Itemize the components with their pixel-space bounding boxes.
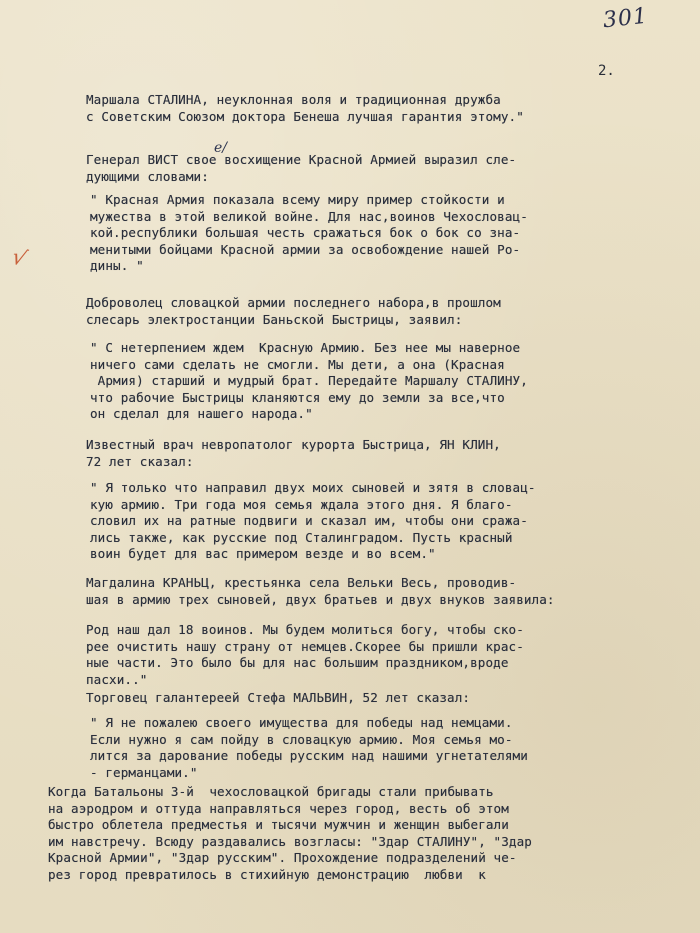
paragraph-2: [86, 140, 517, 185]
text-line: кой.республики большая честь сражаться бок о бок со зна-: [90, 225, 521, 240]
handwritten-correction: e/: [214, 140, 228, 156]
text-line: лись также, как русские под Сталинградом. Пусть красный: [90, 529, 513, 545]
text-line: пасхи..": [86, 671, 148, 687]
text-line: - германцами.": [90, 764, 198, 780]
text-line: слесарь электростанции Баньской Быстрицы, заявил:: [86, 311, 463, 327]
text-line: " Я не пожалею своего имущества для победы над немцами.: [90, 715, 513, 730]
paragraph-4: [86, 295, 501, 328]
text-line: что рабочие Быстрицы кланяются ему до земли за все,что: [90, 389, 505, 405]
text-line: мужества в этой великой войне. Для нас,воинов Чехословац-: [90, 208, 528, 224]
text-line: рез город превратилось в стихийную демонстрацию любви к: [48, 866, 486, 882]
text-line: Торговец галантереей Стефа МАЛЬВИН, 52 лет сказал:: [86, 690, 471, 705]
text-line: словил их на ратные подвиги и сказал им, чтобы они сража-: [90, 513, 528, 528]
text-line: Маршала СТАЛИНА, неуклонная воля и традиционная дружба: [86, 92, 501, 107]
text-line: дующими словами:: [86, 168, 209, 184]
text-line: менитыми бойцами Красной армии за освобождение нашей Ро-: [90, 241, 521, 257]
text-line: кую армию. Три года моя семья ждала этого дня. Я благо-: [90, 496, 513, 512]
paragraph-7-quote: [86, 480, 536, 563]
text-line: Если нужно я сам пойду в словацкую армию. Моя семья мо-: [90, 731, 513, 747]
text-line: Род наш дал 18 воинов. Мы будем молиться богу, чтобы ско-: [86, 622, 524, 637]
text-line: им навстречу. Всюду раздавались возгласы: "Здар СТАЛИНУ", "Здар: [48, 833, 532, 849]
text-line: ные части. Это было бы для нас большим праздником,вроде: [86, 655, 509, 670]
text-line: Доброволец словацкой армии последнего набора,в прошлом: [86, 295, 501, 310]
paragraph-11-quote: [86, 715, 528, 781]
text-line: " Я только что направил двух моих сыновей и зятя в словац-: [90, 480, 536, 495]
text-line: воин будет для вас примером везде и во всем.": [90, 546, 436, 561]
page-number: 2.: [598, 63, 615, 79]
paragraph-10: [86, 690, 470, 707]
text-line: быстро облетела предместья и тысячи мужчин и женщин выбегали: [48, 817, 509, 832]
paragraph-3-quote: [86, 192, 528, 275]
paragraph-1: [86, 92, 524, 125]
text-line: " С нетерпением ждем Красную Армию. Без нее мы наверное: [90, 340, 521, 355]
text-line: Магдалина КРАНЬЦ, крестьянка села Вельки Весь, проводив-: [86, 575, 517, 590]
margin-check-mark: √: [8, 244, 30, 273]
text-line: Красной Армии", "Здар русским". Прохождение подразделений че-: [48, 850, 517, 865]
text-line: дины. ": [90, 258, 144, 273]
paragraph-9-quote: [86, 622, 524, 688]
paragraph-8: [86, 575, 555, 608]
paragraph-6: [86, 437, 501, 470]
archive-number: 301: [601, 3, 650, 34]
text-line: 72 лет сказал:: [86, 453, 194, 469]
text-line: Армия) старший и мудрый брат. Передайте Маршалу СТАЛИНУ,: [90, 373, 528, 388]
text-line: на аэродром и оттуда направляться через город, весть об этом: [48, 800, 509, 816]
paragraph-12: [48, 784, 532, 883]
text-line: Известный врач невропатолог курорта Быстрица, ЯН КЛИН,: [86, 437, 501, 452]
text-line: шая в армию трех сыновей, двух братьев и двух внуков заявила:: [86, 591, 555, 607]
text-line: Когда Батальоны 3-й чехословацкой бригады стали прибывать: [48, 784, 494, 799]
text-line: " Красная Армия показала всему миру пример стойкости и: [90, 192, 505, 207]
paragraph-5-quote: [86, 340, 528, 423]
text-line: он сделал для нашего народа.": [90, 406, 313, 421]
text-line: Генерал ВИСТ свое восхищение Красной Армией выразил сле-: [86, 152, 517, 167]
text-line: лится за дарование победы русским над нашими угнетателями: [90, 748, 528, 763]
text-line: с Советским Союзом доктора Бенеша лучшая гарантия этому.": [86, 108, 524, 124]
text-line: ничего сами сделать не смогли. Мы дети, а она (Красная: [90, 356, 505, 372]
text-line: рее очистить нашу страну от немцев.Скорее бы пришли крас-: [86, 638, 524, 654]
